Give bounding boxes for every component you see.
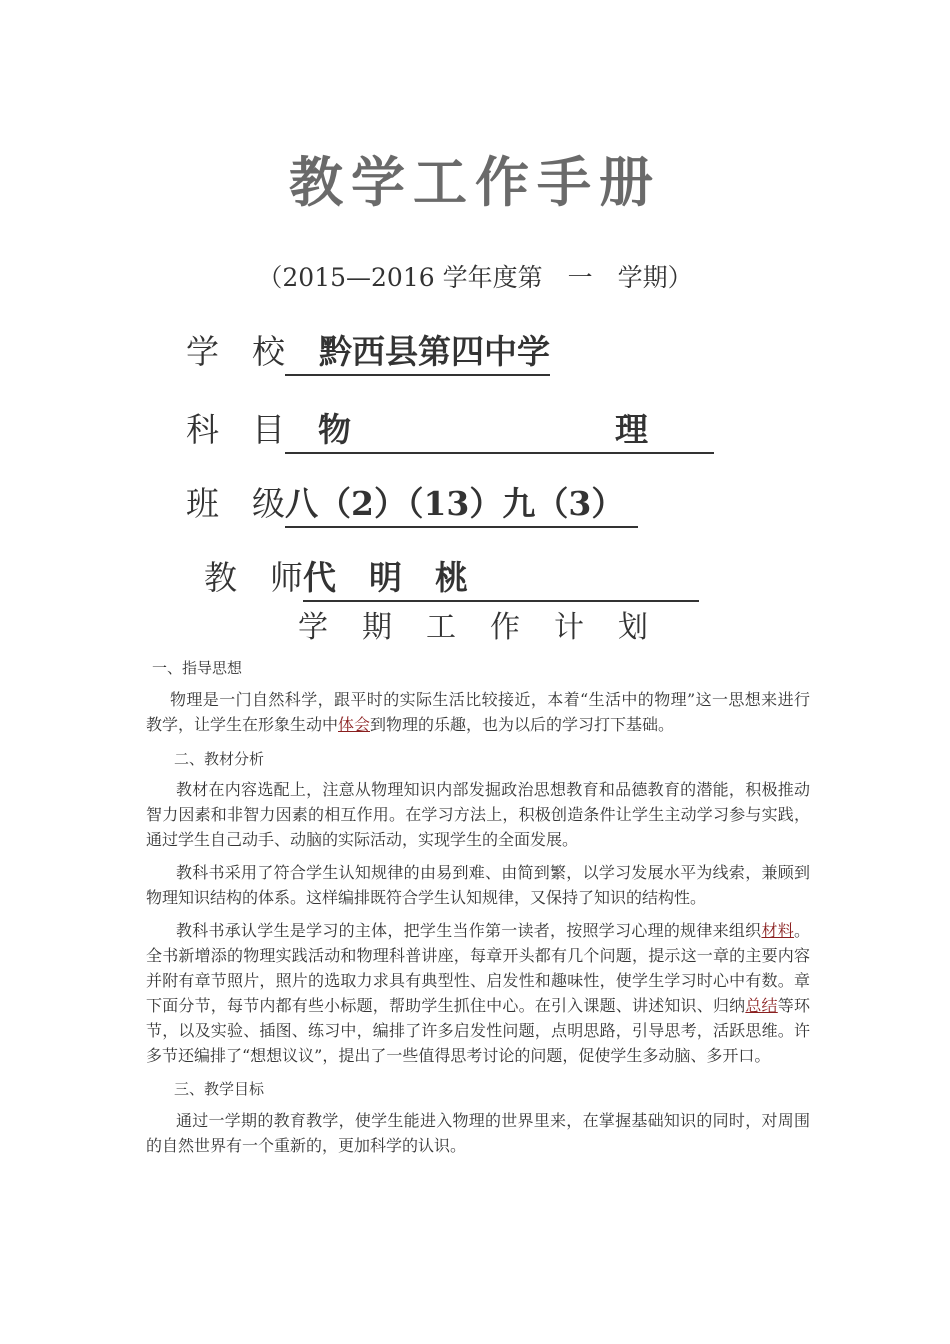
paragraph-materials-3 xyxy=(146,918,810,1068)
paragraph-text: 物理是一门自然科学，跟平时的实际生活比较接近，本着“生活中的物理”这一思想来进行教学，让学生在形象生动中 xyxy=(146,690,810,734)
field-school-label: 学 校 xyxy=(186,332,285,371)
section-heading-guiding: 一、指导思想 xyxy=(152,659,243,677)
paragraph-text: 。全书新增添的物理实践活动和物理科普讲座，每章开头都有几个问题，提示这一章的主要内容并附有章节照片，照片的选取力求具有典型性、启发性和趣味性，使学生学习时心中有数。章下面分节，每节内都有些小标题，帮助学生抓住中心。在引入课题、讲述知识、归纳 xyxy=(146,921,810,1015)
school-year-subtitle: （2015—2016 学年度第 一 学期） xyxy=(257,263,693,292)
field-class-value: 八（2）（13）九（3） xyxy=(285,478,638,528)
paragraph-materials-2: 教科书采用了符合学生认知规律的由易到难、由简到繁，以学习发展水平为线索，兼顾到物理知识结构的体系。这样编排既符合学生认知规律，又保持了知识的结构性。 xyxy=(146,863,810,907)
document-title: 教学工作手册 xyxy=(289,151,661,214)
field-school-value: 黔西县第四中学 xyxy=(285,326,550,376)
plan-heading: 学期工作计划 xyxy=(298,610,682,645)
field-subject-value: 物 理 xyxy=(285,404,714,454)
paragraph-goals: 通过一学期的教育教学，使学生能进入物理的世界里来，在掌握基础知识的同时，对周围的自然世界有一个重新的，更加科学的认识。 xyxy=(146,1111,810,1155)
section-heading-goals: 三、教学目标 xyxy=(174,1080,265,1098)
link-tihui[interactable]: 体会 xyxy=(338,715,371,734)
field-teacher xyxy=(204,552,699,602)
field-subject xyxy=(186,404,714,454)
paragraph-text: 等环节，以及实验、插图、练习中，编排了许多启发性问题，点明思路，引导思考，活跃思维。许多节还编排了“想想议议”，提出了一些值得思考讨论的问题，促使学生多动脑、多开口。 xyxy=(146,996,810,1065)
field-class xyxy=(186,478,638,528)
section-heading-materials: 二、教材分析 xyxy=(174,750,265,768)
field-school xyxy=(186,326,550,376)
field-class-label: 班 级 xyxy=(186,484,285,523)
paragraph-text: 到物理的乐趣，也为以后的学习打下基础。 xyxy=(370,715,675,734)
field-teacher-value: 代 明 桃 xyxy=(303,552,699,602)
link-zongjie[interactable]: 总结 xyxy=(745,996,778,1015)
paragraph-text: 教科书承认学生是学习的主体，把学生当作第一读者，按照学习心理的规律来组织 xyxy=(176,921,762,940)
paragraph-materials-1: 教材在内容选配上，注意从物理知识内部发掘政治思想教育和品德教育的潜能，积极推动智力因素和非智力因素的相互作用。在学习方法上，积极创造条件让学生主动学习参与实践，通过学生自己动手、动脑的实际活动，实现学生的全面发展。 xyxy=(146,780,810,849)
paragraph-guiding xyxy=(146,687,810,737)
link-cailiao[interactable]: 材料 xyxy=(761,921,794,940)
field-subject-label: 科 目 xyxy=(186,410,285,449)
field-teacher-label: 教 师 xyxy=(204,558,303,597)
